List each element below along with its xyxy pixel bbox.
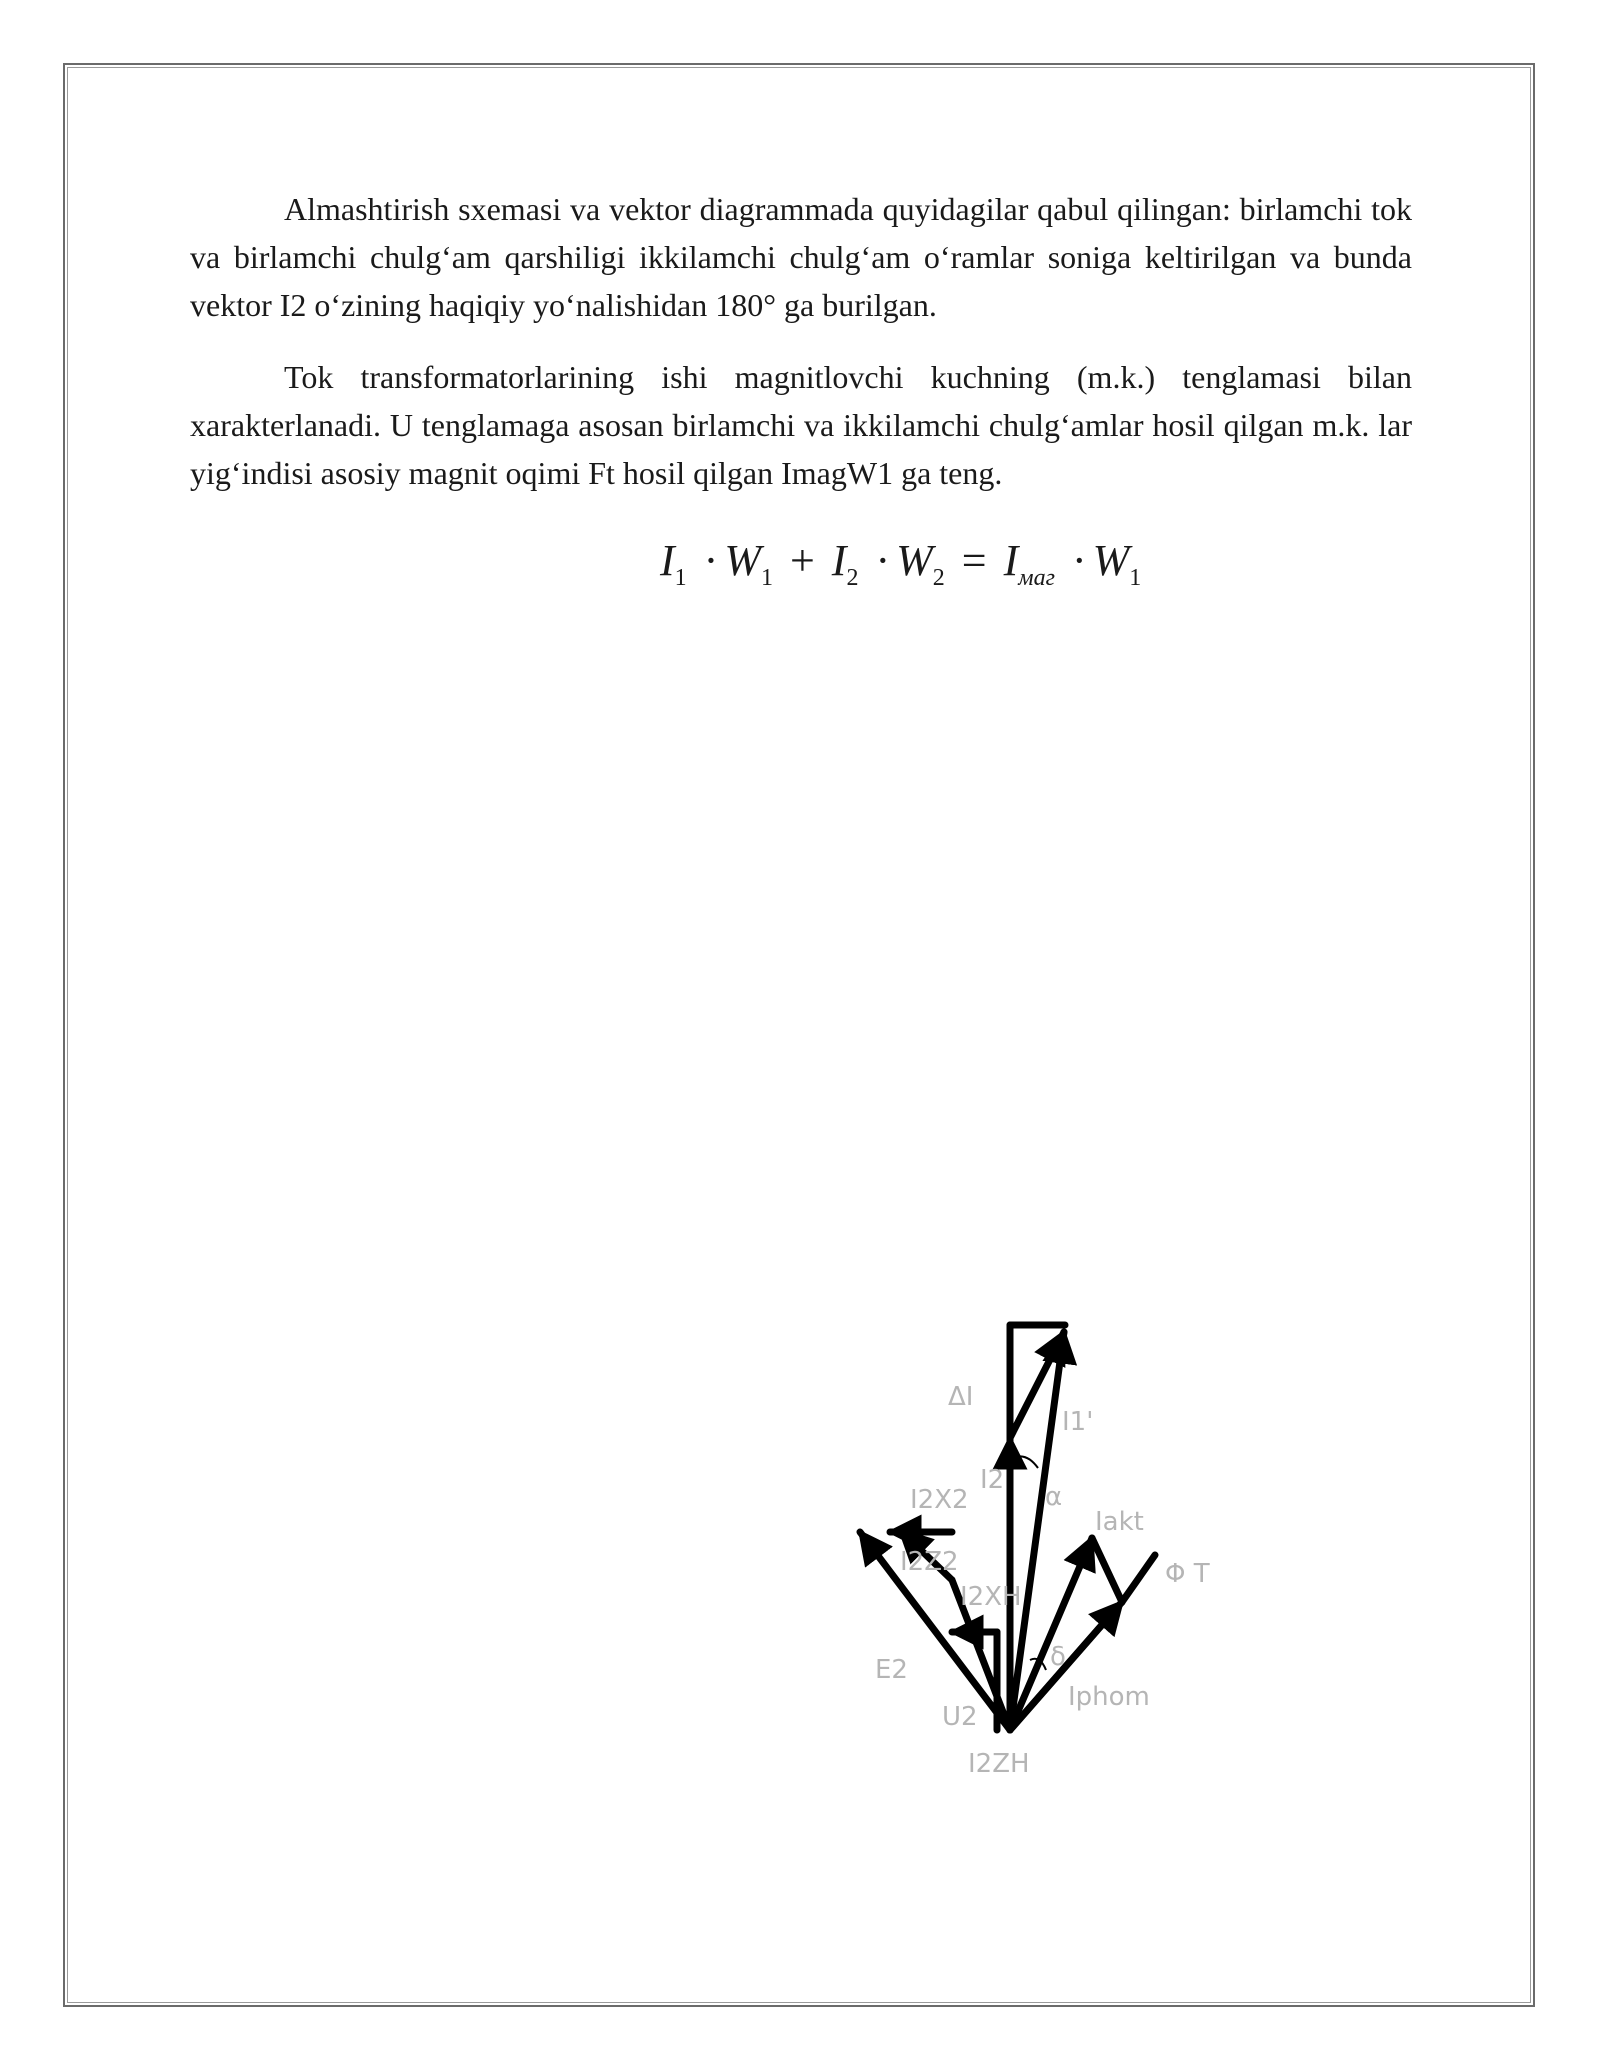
label-u2: U2 (942, 1702, 978, 1732)
label-e2: E2 (875, 1655, 908, 1685)
mmf-equation: $I_1 \cdot W_1 + I_2 \cdot W_2 = I_{маг} \cdot W_1$ (660, 536, 1142, 591)
vector-diagram (840, 1310, 1220, 1790)
label-alpha: α (1045, 1482, 1063, 1512)
label-iphom: Iphom (1068, 1682, 1150, 1712)
vector-iakt-join (1092, 1538, 1122, 1602)
paragraph-1: Almashtirish sxemasi va vektor diagrammada quyidagilar qabul qilingan: birlamchi tok va birlamchi chulg‘am qarshiligi ikkilamchi chulg‘am o‘ramlar soniga keltirilgan va bunda vektor I2 o‘zining haqiqiy yo‘nalishidan 180° ga burilgan. (190, 191, 1412, 323)
paragraph-2: Tok transformatorlarining ishi magnitlovchi kuchning (m.k.) tenglamasi bilan xarakterlanadi. U tenglamaga asosan birlamchi va ikkilamchi chulg‘amlar hosil qilgan m.k. lar yig‘indisi asosiy magnit oqimi Ft hosil qilgan ImagW1 ga teng. (190, 359, 1412, 491)
formula-term-i1: I (660, 536, 675, 585)
label-phi: Φ T (1165, 1559, 1210, 1589)
formula-term-w1b: W (1092, 536, 1130, 585)
label-i2x2: I2X2 (910, 1485, 969, 1515)
label-i2z2: I2Z2 (900, 1547, 959, 1577)
angle-alpha-arc (1010, 1456, 1038, 1468)
vector-phi-tip (1122, 1555, 1155, 1602)
document-body (190, 185, 1412, 521)
formula-term-imag: I (1003, 536, 1019, 585)
label-iakt: Iakt (1095, 1507, 1144, 1537)
label-i1: I1' (1062, 1407, 1094, 1437)
formula-term-i2: I (831, 536, 847, 585)
label-delta-i: ΔI (948, 1382, 974, 1412)
label-i2zh: I2ZH (968, 1749, 1030, 1779)
label-i2: I2 (980, 1465, 1005, 1495)
label-i2xh: I2XH (960, 1582, 1022, 1612)
formula-term-w2: W (896, 536, 933, 585)
formula-term-w1: W (724, 536, 761, 585)
label-delta: δ (1050, 1642, 1066, 1672)
